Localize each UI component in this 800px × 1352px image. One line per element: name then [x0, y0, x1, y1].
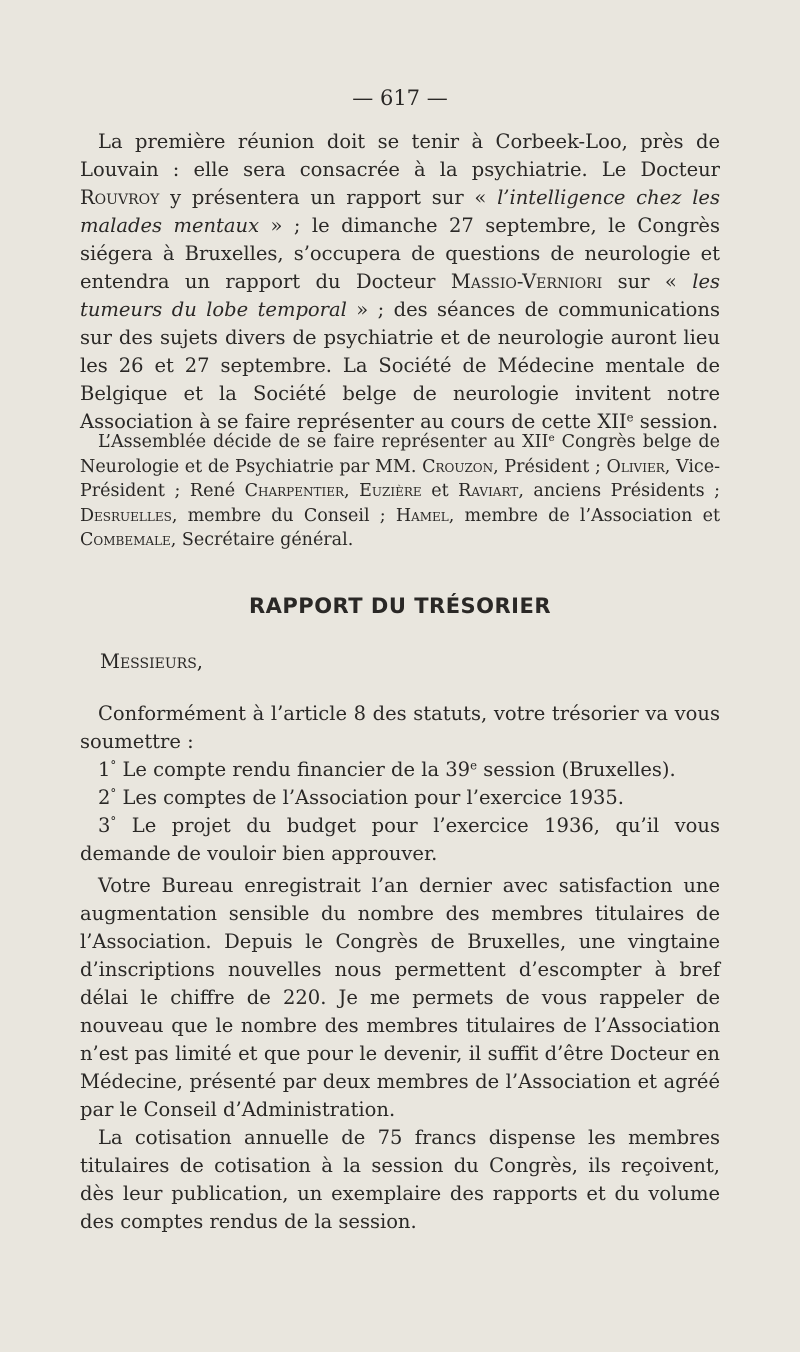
salutation-block — [80, 648, 720, 676]
name-rouvroy: Rouvroy — [80, 186, 160, 209]
salutation: Messieurs, — [100, 650, 204, 673]
list-item-3: 3° Le projet du budget pour l’exercice 1936, qu’il vous demande de vouloir bien approuver. — [80, 814, 720, 865]
paragraph-cotisation: La cotisation annuelle de 75 francs dispense les membres titulaires de cotisation à la session du Congrès, ils reçoivent, dès leur publication, un exemplaire des rapports et du volume des comptes rendus de la session. — [80, 1126, 720, 1233]
paragraph-congress — [80, 128, 720, 436]
name-massio-verniori: Massio-Verniori — [450, 270, 603, 293]
page-number: — 617 — — [352, 86, 448, 110]
paragraph-bureau: Votre Bureau enregistrait l’an dernier avec satisfaction une augmentation sensible du nombre des membres titulaires de l’Association. Depuis le Congrès de Bruxelles, une vingtaine d’inscriptions nouvelles nous permettent d’escompter à bref délai le chiffre de 220. Je me permets de vous rappeler de nouveau que le nombre des membres titulaires de l’Association n’est pas limité et que pour le devenir, il suffit d’être Docteur en Médecine, présenté par deux membres de l’Association et agréé par le Conseil d’Administration. — [80, 874, 720, 1121]
list-item-2: 2° Les comptes de l’Association pour l’exercice 1935. — [98, 786, 624, 809]
paragraph-assembly — [80, 430, 720, 553]
treasurer-report-body — [80, 700, 720, 1236]
paragraph-text: L’Assemblée décide de se faire représenter au XIIe Congrès belge de Neurologie et de Psychiatrie par MM. Crouzon, Président ; Olivier, Vice-Président ; René Charpentier, Euzière et Raviart, anciens Présidents ; Desruelles, membre du Conseil ; Hamel, membre de l’Association et Combemale, Secrétaire général. — [80, 432, 721, 550]
section-heading: RAPPORT DU TRÉSORIER — [248, 594, 552, 618]
intro-paragraph: Conformément à l’article 8 des statuts, votre trésorier va vous soumettre : — [80, 702, 720, 753]
report-title-2: les tumeurs du lobe temporal — [80, 270, 720, 321]
list-item-1: 1° Le compte rendu financier de la 39e session (Bruxelles). — [98, 758, 676, 781]
report-title-1: l’intelligence chez les malades mentaux — [80, 186, 720, 237]
paragraph-text: La première réunion doit se tenir à Corbeek-Loo, près de Louvain : elle sera consacrée à la psychiatrie. Le Docteur Rouvroy y présentera un rapport sur « l’intelligence chez les malades mentaux » ; le dimanche 27 septembre, le Congrès siégera à Bruxelles, s’occupera de questions de neurologie et entendra un rapport du Docteur Massio-Verniori sur « les tumeurs du lobe temporal » ; des séances de communications sur des sujets divers de psychiatrie et de neurologie auront lieu les 26 et 27 septembre. La Société de Médecine mentale de Belgique et la Société belge de neurologie invitent notre Association à se faire représenter au cours de cette XIIe session. — [80, 130, 720, 433]
